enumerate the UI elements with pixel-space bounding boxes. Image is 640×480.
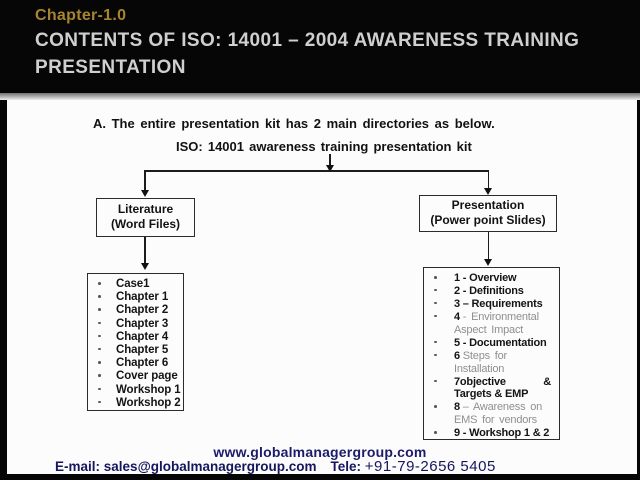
bullet-icon xyxy=(434,380,437,383)
list-item xyxy=(424,298,559,311)
list-item-text: 1 - Overview xyxy=(454,272,517,284)
list-item xyxy=(424,427,559,440)
bullet-icon xyxy=(98,401,101,404)
connector-presentation-list xyxy=(488,232,490,259)
list-item xyxy=(424,401,559,414)
body-heading: A. The entire presentation kit has 2 main directories as below. xyxy=(93,116,495,131)
literature-node xyxy=(96,198,195,237)
list-item-text: – Awareness on xyxy=(462,401,543,414)
list-item-text: Installation xyxy=(454,362,505,375)
list-item xyxy=(424,285,559,298)
arrow-down-icon xyxy=(484,188,492,195)
literature-file-list xyxy=(87,273,184,411)
bullet-icon xyxy=(98,388,101,391)
presentation-slide-list xyxy=(423,267,560,440)
connector-literature-list xyxy=(144,237,146,263)
connector-horizontal xyxy=(145,170,489,172)
presentation-subtitle: (Power point Slides) xyxy=(430,213,546,227)
bullet-icon xyxy=(434,341,437,344)
body-subheading: ISO: 14001 awareness training presentation kit xyxy=(176,139,472,154)
list-item: Chapter 5 xyxy=(88,344,183,357)
list-item-text: 6 xyxy=(454,349,463,362)
bullet-icon xyxy=(434,405,437,408)
list-item xyxy=(424,337,559,350)
list-item-text: 9 - Workshop 1 & 2 xyxy=(454,427,550,440)
list-item-text: EMS for vendors xyxy=(454,414,537,427)
list-item-text: Aspect Impact xyxy=(454,323,524,336)
tele-label: Tele: xyxy=(330,459,362,474)
list-item-text: 5 - Documentation xyxy=(454,336,547,349)
list-item xyxy=(424,272,559,285)
list-item-text: 3 – Requirements xyxy=(454,297,543,310)
bullet-icon xyxy=(98,322,101,325)
chapter-label: Chapter-1.0 xyxy=(35,7,127,24)
list-item: Workshop 1 xyxy=(88,384,183,397)
bullet-icon xyxy=(98,348,101,351)
list-item: Chapter 4 xyxy=(88,331,183,344)
literature-title: Literature xyxy=(117,202,174,216)
list-item: Workshop 2 xyxy=(88,397,183,410)
bullet-icon xyxy=(98,308,101,311)
bullet-icon xyxy=(98,374,101,377)
bullet-icon xyxy=(434,302,437,305)
website-text: www.globalmanagergroup.com xyxy=(213,444,427,460)
bullet-icon xyxy=(434,431,437,434)
arrow-down-icon xyxy=(141,190,149,197)
list-item-text: 7objective xyxy=(454,375,506,388)
literature-subtitle: (Word Files) xyxy=(110,217,181,231)
list-item: Chapter 3 xyxy=(88,318,183,331)
arrow-down-icon xyxy=(484,259,492,266)
list-item-text: Targets & EMP xyxy=(454,388,529,401)
tele-number: +91-79-2656 5405 xyxy=(364,458,496,475)
list-item xyxy=(424,414,559,427)
list-item: Chapter 2 xyxy=(88,304,183,317)
header-divider xyxy=(0,93,640,100)
list-item: Chapter 6 xyxy=(88,357,183,370)
bullet-icon xyxy=(434,276,437,279)
list-item xyxy=(424,388,559,401)
list-item-text: 4 xyxy=(454,310,463,323)
bullet-icon xyxy=(434,289,437,292)
list-item: Cover page xyxy=(88,370,183,383)
list-item-text: 2 - Definitions xyxy=(454,284,524,297)
arrow-down-icon xyxy=(141,263,149,270)
presentation-node xyxy=(419,195,557,232)
list-item xyxy=(424,363,559,376)
connector-left-drop xyxy=(144,170,146,190)
slide-title-line2: PRESENTATION xyxy=(35,57,186,78)
bullet-icon xyxy=(98,282,101,285)
bullet-icon xyxy=(434,315,437,318)
list-item-text: & xyxy=(543,375,551,388)
email-address: sales@globalmanagergroup.com xyxy=(103,459,317,474)
bullet-icon xyxy=(98,295,101,298)
list-item-text: 8 xyxy=(454,401,463,414)
list-item: Chapter 1 xyxy=(88,291,183,304)
email-label: E-mail: xyxy=(55,459,101,474)
list-item-text: - Environmental xyxy=(462,310,539,323)
list-item xyxy=(424,376,559,389)
contact-line xyxy=(55,458,496,475)
list-item xyxy=(424,311,559,324)
connector-right-drop xyxy=(488,170,490,188)
presentation-title: Presentation xyxy=(451,198,525,212)
bullet-icon xyxy=(98,335,101,338)
slide-title-line1: CONTENTS OF ISO: 14001 – 2004 AWARENESS TRAINING xyxy=(35,30,580,51)
list-item: Case1 xyxy=(88,278,183,291)
list-item xyxy=(424,324,559,337)
list-item xyxy=(424,350,559,363)
list-item-text: Steps for xyxy=(462,349,508,362)
bullet-icon xyxy=(434,354,437,357)
bullet-icon xyxy=(98,361,101,364)
